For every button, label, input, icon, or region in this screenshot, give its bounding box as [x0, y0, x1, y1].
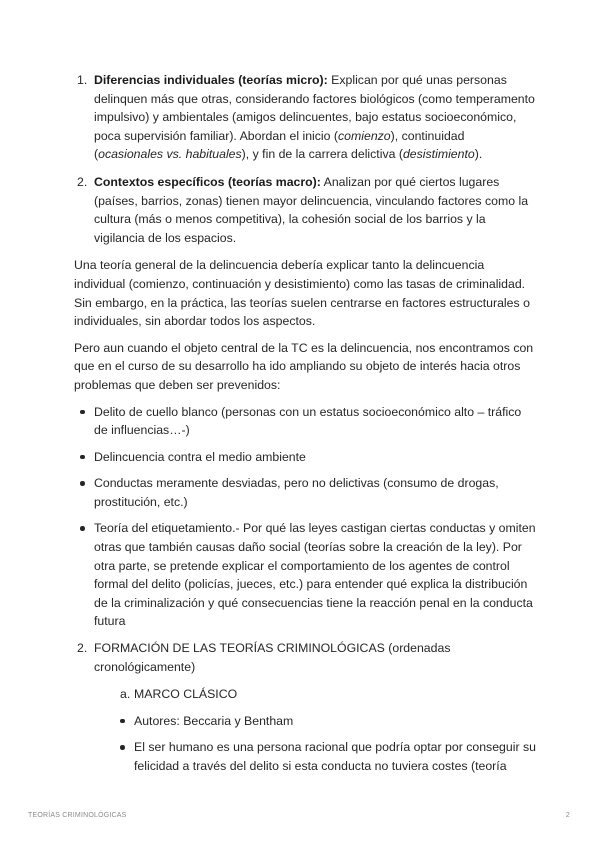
- subsection: [114, 685, 536, 775]
- list-item: Delito de cuello blanco (personas con un estatus socioeconómico alto – tráfico de influencias…-): [74, 403, 536, 440]
- paragraph: Una teoría general de la delincuencia debería explicar tanto la delincuencia individual (comienzo, continuación y desistimiento) como las tasas de criminalidad. Sin embargo, en la práctica, las teorías suelen centrarse en factores estructurales o individuales, sin abordar todos los aspectos.: [74, 258, 530, 329]
- bullet-list: [74, 403, 536, 632]
- micro-macro-list: [74, 71, 536, 247]
- footer-title: TEORÍAS CRIMINOLÓGICAS: [28, 812, 127, 819]
- bullet-list: [114, 712, 536, 776]
- document-body: [74, 71, 536, 785]
- list-item: Teoría del etiquetamiento.- Por qué las leyes castigan ciertas conductas y omiten otras que también causas daño social (teorías sobre la creación de la ley). Por otra parte, se pretende explicar el comportamiento de los agentes de control formal del delito (policías, jueces, etc.) para entender qué explica la distribución de la criminalización y qué consecuencias tiene la reacción penal en la conducta futura: [74, 519, 536, 631]
- subsection-heading: [114, 685, 536, 704]
- section-list: [74, 639, 536, 776]
- section-title: FORMACIÓN DE LAS TEORÍAS CRIMINOLÓGICAS (ordenadas cronológicamente): [94, 641, 451, 674]
- subsection-title: MARCO CLÁSICO: [134, 687, 238, 702]
- subsection-marker: a.: [120, 687, 131, 702]
- item-title: Diferencias individuales (teorías micro): [94, 73, 324, 87]
- paragraph: Pero aun cuando el objeto central de la TC es la delincuencia, nos encontramos con que en el curso de su desarrollo ha ido ampliando su objeto de interés hacia otros problemas que deben ser prevenidos:: [74, 340, 534, 392]
- section-heading: [74, 639, 536, 776]
- list-item: Autores: Beccaria y Bentham: [114, 712, 536, 731]
- page-number: 2: [565, 812, 570, 819]
- list-item: 2. Contextos específicos (teorías macro): Analizan por qué ciertos lugares (países, barrios, zonas) tienen mayor delincuencia, vinculando factores como la cultura (más o menos competitiva), la cohesión social de los barrios y la vigilancia de los espacios.: [74, 173, 536, 247]
- list-item: Delincuencia contra el medio ambiente: [74, 448, 536, 467]
- list-item: 1. Diferencias individuales (teorías micro): Explican por qué unas personas delinquen más que otras, considerando factores biológicos (como temperamento impulsivo) y ambientales (amigos delincuentes, bajo estatus socioeconómico, poca supervisión familiar). Abordan el inicio (comienzo), continuidad (ocasionales vs. habituales), y fin de la carrera delictiva (desistimiento).: [74, 71, 536, 164]
- item-title: Contextos específicos (teorías macro): [94, 174, 317, 189]
- list-item: El ser humano es una persona racional que podría optar por conseguir su felicidad a través del delito si esta conducta no tuviera costes (teoría: [114, 738, 536, 775]
- list-item: Conductas meramente desviadas, pero no delictivas (consumo de drogas, prostitución, etc.): [74, 474, 536, 511]
